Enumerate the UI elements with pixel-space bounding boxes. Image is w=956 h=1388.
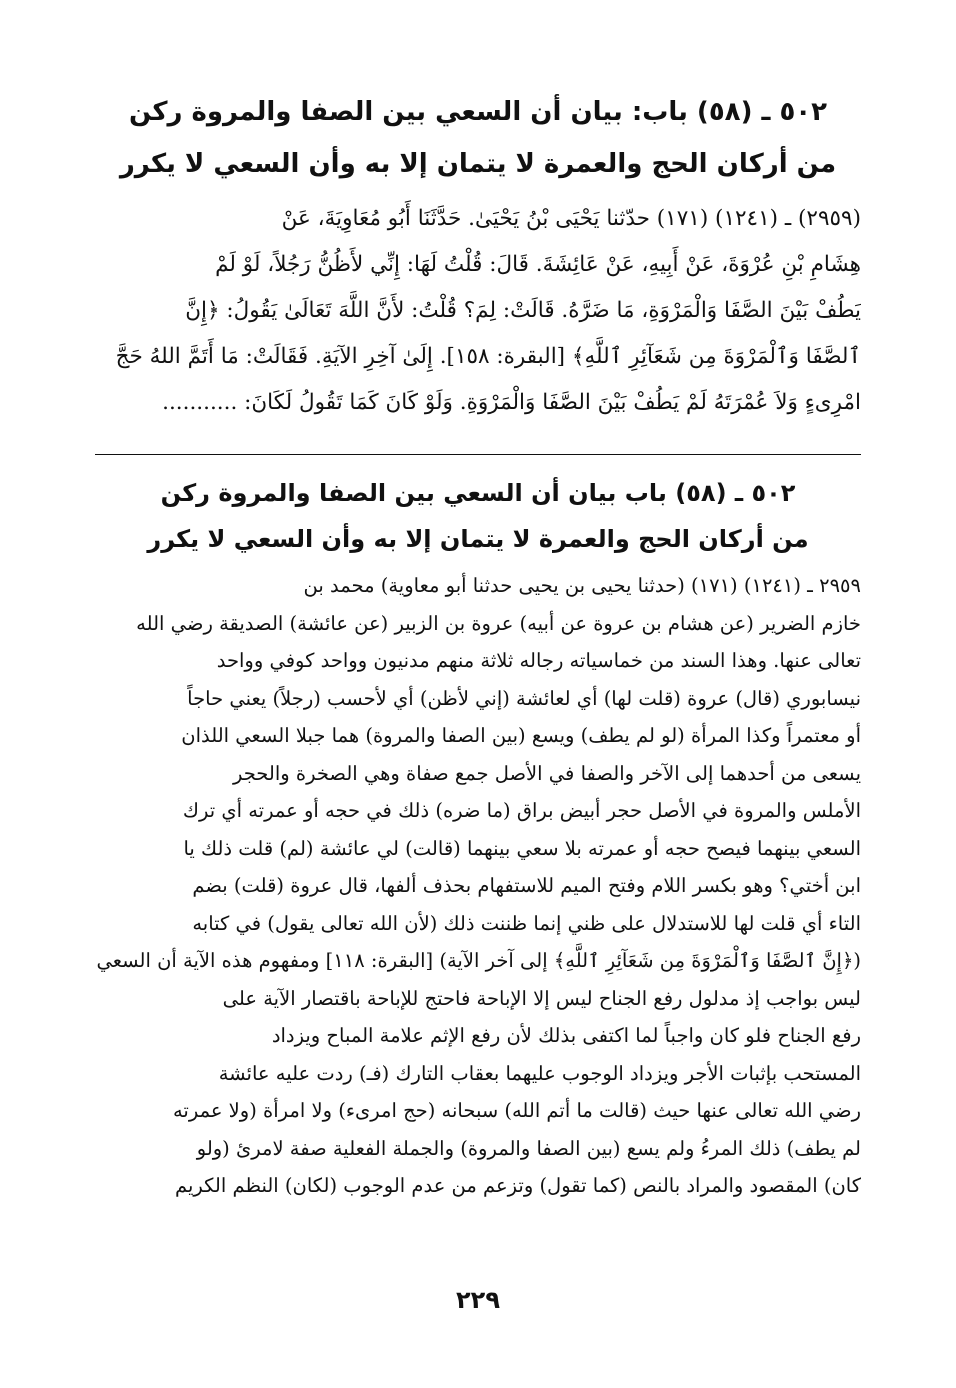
page-number: ٢٢٩ [456, 1286, 500, 1314]
commentary-text [95, 567, 861, 1205]
hadith-line: امْرِىءٍ وَلاَ عُمْرَتَهُ لَمْ يَطُفْ بَيْنَ الصَّفَا وَالْمَرْوَةِ. وَلَوْ كَانَ كَمَا تَقُولُ لَكَانَ: ........... [162, 390, 861, 415]
hadith-line: يَطُفْ بَيْنَ الصَّفَا وَالْمَرْوَةِ، مَا ضَرَّهُ. قَالَتْ: لِمَ؟ قُلْتُ: لأَنَّ اللَّهَ تَعَالَىٰ يَقُولُ: ﴿إِنَّ [185, 298, 861, 323]
heading-line: من أركان الحج والعمرة لا يتمان إلا به وأن السعي لا يكرر [119, 149, 837, 179]
commentary-line: الأملس والمروة في الأصل حجر أبيض براق (ما ضره) ذلك في حجه أو عمرته أي ترك [182, 799, 861, 822]
commentary-line: المستحب بإثبات الأجر ويزداد الوجوب عليهما بعقاب التارك (فـ) ردت عليه عائشة [218, 1061, 861, 1085]
commentary-line: (﴿إِنَّ ٱلصَّفَا وَٱلْمَرْوَةَ مِن شَعَآئِرِ ٱللَّهِ﴾ إلى آخر الآية) [البقرة: ١١٨] ومفهوم هذه الآية أن السعي [96, 949, 861, 972]
commentary-line: نيسابوري (قال) عروة (قلت لها) أي لعائشة (إني لأظن) أي لأحسب (رجلاً) يعني حاجاً [187, 686, 861, 710]
hadith-line: ٱلصَّفَا وَٱلْمَرْوَةَ مِن شَعَآئِرِ ٱللَّهِ﴾ [البقرة: ١٥٨]. إِلَىٰ آخِرِ الآيَةِ. فَقَالَتْ: مَا أَتَمَّ اللهُ حَجَّ [115, 344, 861, 369]
commentary-line: خازم الضرير (عن هشام بن عروة عن أبيه) عروة بن الزبير (عن عائشة) الصديقة رضي الله [136, 611, 861, 635]
commentary-line: ٢٩٥٩ ـ (١٢٤١) (١٧١) (حدثنا يحيى بن يحيى حدثنا أبو معاوية) محمد بن [303, 574, 861, 597]
heading-line: ٥٠٢ ـ (٥٨) باب: بيان أن السعي بين الصفا والمروة ركن [128, 97, 828, 127]
commentary-line: أو معتمراً وكذا المرأة (لو لم يطف) ويسع (بين الصفا والمروة) هما جبلا السعي اللذان [181, 724, 861, 747]
commentary-line: تعالى عنها. وهذا السند من خماسياته رجاله ثلاثة منهم مدنيون وواحد كوفي وواحد [216, 649, 861, 672]
hadith-line: هِشَامِ بْنِ عُرْوَةَ، عَنْ أَبِيهِ، عَنْ عَائِشَةَ. قَالَ: قُلْتُ لَهَا: إِنِّي لأَظُنُّ رَجُلاً، لَوْ لَمْ [215, 252, 861, 277]
commentary-line: كان) المقصود والمراد بالنص (كما تقول) وتزعم من عدم الوجوب (لكان) النظم الكريم [174, 1174, 861, 1197]
commentary-line: لم يطف) ذلك المرءُ ولم يسع (بين الصفا والمروة) والجملة الفعلية صفة لامرئ (ولو [196, 1136, 861, 1160]
commentary-line: يسعى من أحدهما إلى الآخر والصفا في الأصل جمع صفاة وهي الصخرة والحجر [232, 761, 861, 785]
commentary-line: رضي الله تعالى عنها حيث (قالت ما أتم الله) سبحانه (حج امرىء) ولا امرأة (ولا عمرته [172, 1099, 861, 1122]
commentary-line: رفع الجناح فلو كان واجباً لما اكتفى بذلك لأن رفع الإثم علامة المباح ويزداد [271, 1024, 861, 1047]
chapter-heading-matn [95, 86, 861, 190]
hadith-line: (٢٩٥٩) ـ (١٢٤١) (١٧١) حدّثنا يَحْيَى بْنُ يَحْيَىٰ. حَدَّثَنَا أَبُو مُعَاوِيَةَ، عَنْ [281, 206, 861, 231]
chapter-heading-commentary [95, 470, 861, 562]
section-divider [95, 454, 861, 455]
hadith-text [95, 196, 861, 426]
commentary-line: التاء أي قلت لها للاستدلال على ظني إنما ظننت ذلك (لأن الله تعالى يقول) في كتابه [192, 911, 861, 935]
commentary-line: ابن أختي؟ وهو بكسر اللام وفتح الميم للاستفهام بحذف ألفها، قال عروة (قلت) بضم [192, 874, 861, 897]
book-page [95, 0, 861, 1388]
commentary-line: ليس بواجب إذ مدلول رفع الجناح ليس إلا الإباحة فاحتج للإباحة باقتصار الآية على [222, 986, 861, 1010]
commentary-line: السعي بينهما فيصح حجه أو عمرته بلا سعي بينهما (قالت) لي عائشة (لم) قلت ذلك يا [183, 836, 861, 860]
heading-line: ٥٠٢ ـ (٥٨) باب بيان أن السعي بين الصفا والمروة ركن [160, 479, 796, 507]
heading-line: من أركان الحج والعمرة لا يتمان إلا به وأن السعي لا يكرر [147, 525, 809, 553]
